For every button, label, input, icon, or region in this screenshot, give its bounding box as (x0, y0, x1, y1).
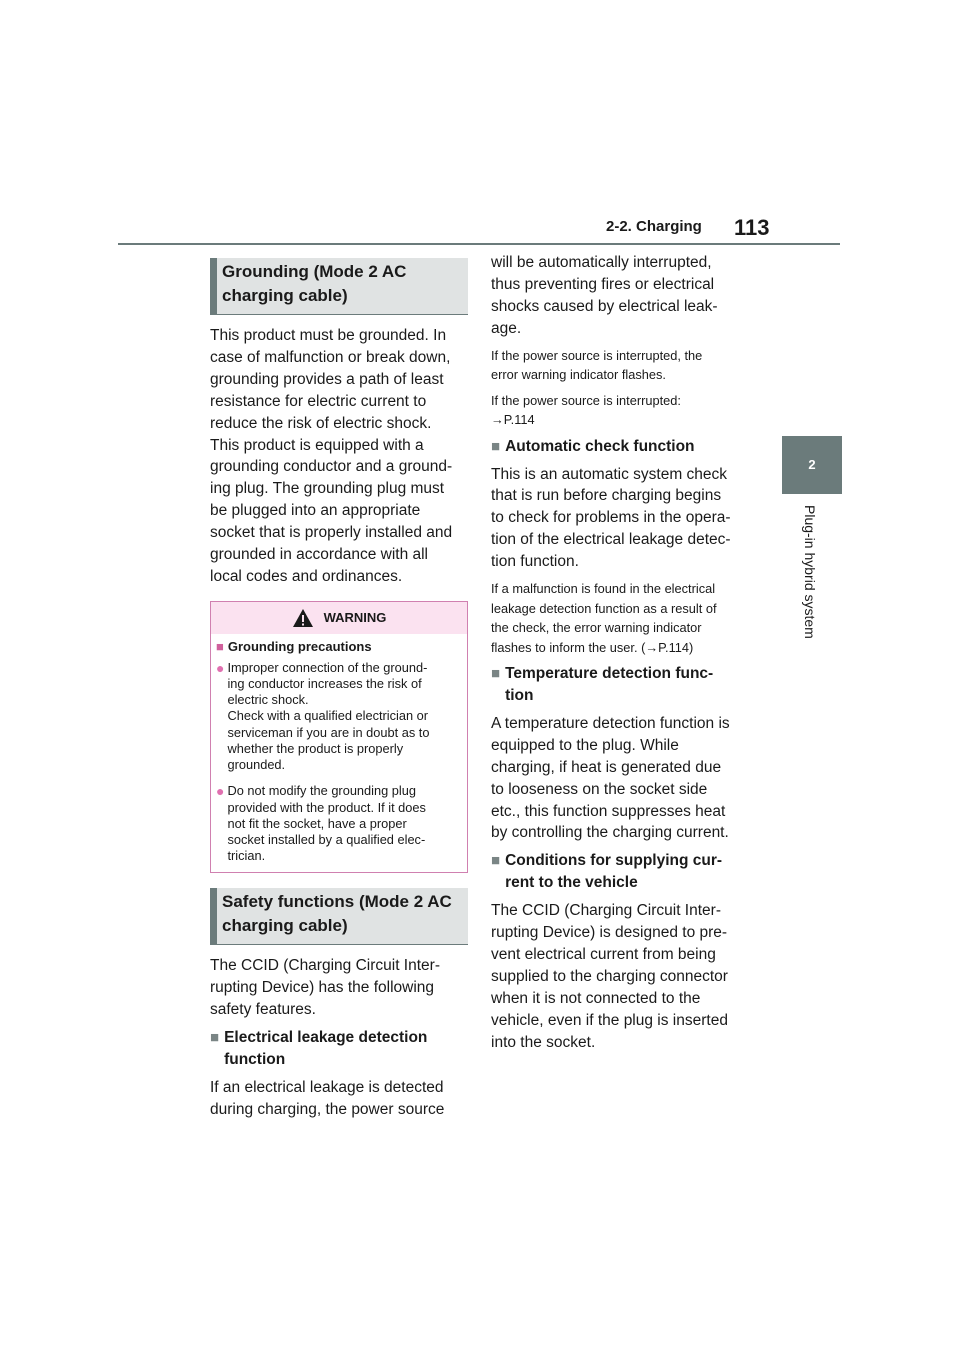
dot-bullet-icon: ● (216, 783, 225, 800)
chapter-tab[interactable]: 2 (782, 436, 842, 494)
square-bullet-icon: ■ (216, 638, 224, 654)
leakage-paragraph: If an electrical leakage is detected during charging, the power source (210, 1078, 445, 1118)
warning-triangle-icon (292, 608, 314, 628)
temperature-paragraph: A temperature detection function is equipped to the plug. While charging, if heat is generated due to looseness on the socket side etc., this function suppresses heat by controlling the charging current. (491, 714, 730, 842)
subheading-supply-conditions: ■ Conditions for supplying cur- rent to the vehicle (491, 850, 745, 894)
subheading-leakage-detection: ■ Electrical leakage detection function (210, 1027, 468, 1071)
square-bullet-icon: ■ (210, 1029, 220, 1047)
square-bullet-icon: ■ (491, 437, 501, 455)
supply-conditions-paragraph: The CCID (Charging Circuit Inter- rupting Device) is designed to pre- vent electrical current from being supplied to the charging connector when it is not connected to the vehicle, even if the plug is inserted into the socket. (491, 902, 728, 1051)
page-number: 113 (734, 215, 770, 240)
warning-header (211, 602, 467, 634)
chapter-label: Plug-in hybrid system (802, 505, 818, 639)
subheading-temperature-detection: ■ Temperature detection func- tion (491, 663, 745, 707)
leakage-paragraph-cont: will be automatically interrupted, thus preventing fires or electrical shocks caused by electrical leak- age. (491, 254, 718, 337)
subheading-automatic-check: ■ Automatic check function (491, 436, 745, 458)
warning-label: WARNING (323, 610, 387, 626)
note-interrupted: If the power source is interrupted, the error warning indicator flashes. (491, 347, 703, 383)
left-column (210, 258, 468, 1121)
warning-title: ■ Grounding precautions (216, 638, 372, 654)
header-rule (118, 243, 840, 245)
heading-safety-functions: Safety functions (Mode 2 AC charging cable) (210, 888, 468, 945)
heading-grounding: Grounding (Mode 2 AC charging cable) (210, 258, 468, 315)
square-bullet-icon: ■ (491, 665, 501, 683)
ccid-intro-paragraph: The CCID (Charging Circuit Inter- rupting Device) has the following safety features. (210, 957, 440, 1019)
note-malfunction: If a malfunction is found in the electrical leakage detection function as a result of the check, the error warning indicator flashes to inform the user. (→P.114) (491, 581, 717, 655)
square-bullet-icon: ■ (491, 852, 501, 870)
note-page-reference[interactable]: If the power source is interrupted: →P.114 (491, 392, 681, 428)
warning-box (210, 601, 468, 873)
warning-item: ● Improper connection of the ground- ing conductor increases the risk of electric shock. Check with a qualified electrician or serviceman if you are in doubt as to whether the product is properly grounded. (216, 659, 430, 773)
dot-bullet-icon: ● (216, 659, 225, 676)
warning-item: ● Do not modify the grounding plug provided with the product. If it does not fit the socket, have a proper socket installed by a qualified elec- trician. (216, 783, 426, 864)
section-title: 2-2. Charging (606, 218, 702, 235)
automatic-check-paragraph: This is an automatic system check that is run before charging begins to check for problems in the opera- tion of the electrical leakage detec- tion function. (491, 465, 731, 571)
right-column (491, 252, 745, 1053)
grounding-paragraph: This product must be grounded. In case of malfunction or break down, grounding provides a path of least resistance for electric current to reduce the risk of electric shock. This product is equipped with a grounding conductor and a ground- ing plug. The grounding plug must be plugged into an appropriate socket that is properly installed and grounded in accordance with all local codes and ordinances. (210, 327, 453, 585)
